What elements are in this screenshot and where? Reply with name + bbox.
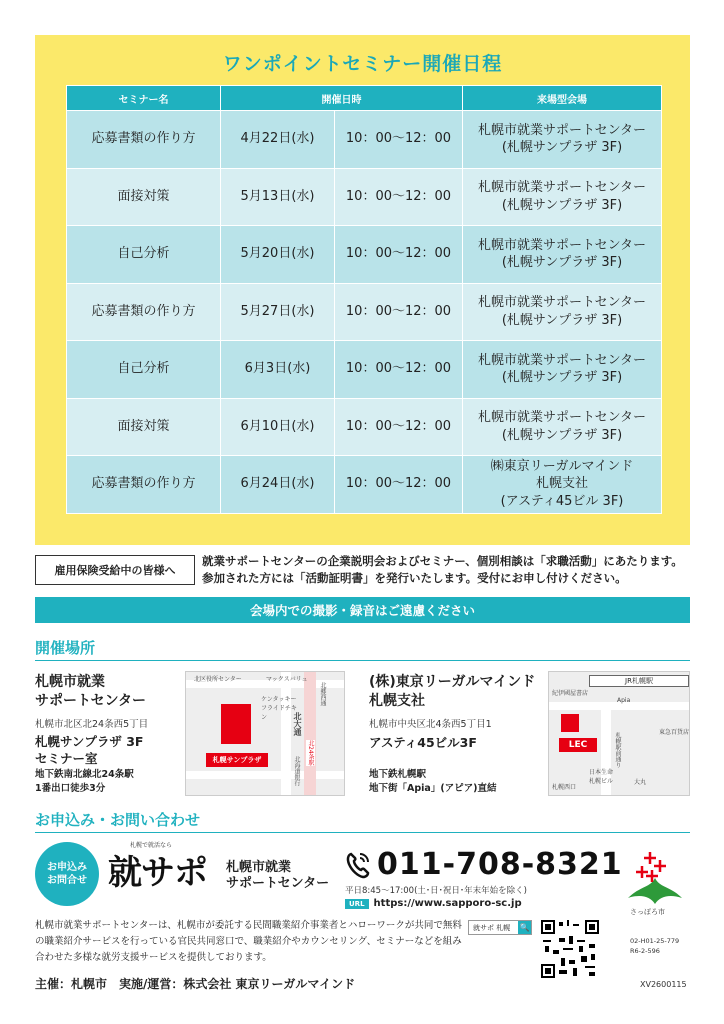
org-name-line1: 札幌市就業: [226, 860, 292, 875]
qr-code: [541, 920, 599, 978]
seminar-venue: 札幌市就業サポートセンター (札幌サンプラザ 3F): [463, 226, 662, 284]
seminar-venue: 札幌市就業サポートセンター (札幌サンプラザ 3F): [463, 283, 662, 341]
map-road: [281, 672, 291, 796]
org-name-line2: サポートセンター: [226, 876, 330, 891]
seminar-name: 応募書類の作り方: [67, 111, 221, 169]
seminar-venue: 札幌市就業サポートセンター (札幌サンプラザ 3F): [463, 398, 662, 456]
map-label: 北郷西通: [319, 682, 326, 706]
url-row: [345, 898, 522, 909]
seminar-venue: 札幌市就業サポートセンター (札幌サンプラザ 3F): [463, 111, 662, 169]
seminar-venue: 札幌市就業サポートセンター (札幌サンプラザ 3F): [463, 341, 662, 399]
sunplaza-label: 札幌サンプラザ: [206, 753, 268, 767]
venue1-name: [35, 673, 146, 711]
apply-contact-badge: [35, 842, 99, 906]
venue1-access: [35, 768, 134, 796]
badge-line1: お申込み: [47, 862, 87, 873]
map-road: [186, 771, 345, 779]
host-info: 主催：札幌市 実施/運営：株式会社 東京リーガルマインド: [35, 977, 356, 991]
seminar-name: 応募書類の作り方: [67, 283, 221, 341]
schedule-panel: [35, 35, 690, 545]
seminar-date: 5月20日(水): [221, 226, 335, 284]
lec-label: LEC: [559, 738, 597, 752]
phone-number[interactable]: 011-708-8321: [377, 847, 623, 882]
venue1-access-line2: 1番出口徒歩3分: [35, 783, 106, 794]
venue2-map: [548, 671, 690, 796]
map-label: 北海道銀行: [293, 756, 300, 786]
description: 札幌市就業サポートセンターは、札幌市が委託する民間職業紹介事業者とハローワークが共同で無料の職業紹介サービスを行っている官民共同窓口で、職業紹介やカウンセリング、セミナーなどを組み合わせた多様な就労支援サービスを提供しております。: [35, 920, 462, 963]
seminar-date: 6月10日(水): [221, 398, 335, 456]
website-link[interactable]: https://www.sapporo-sc.jp: [373, 898, 522, 909]
venue2-access-line2: 地下街「Apia」(アピア)直結: [369, 783, 497, 794]
table-row: [67, 398, 662, 456]
venue2-address: 札幌市中央区北4条西5丁目1: [369, 719, 492, 730]
seminar-venue: 札幌市就業サポートセンター (札幌サンプラザ 3F): [463, 168, 662, 226]
office-hours: 平日8:45〜17:00(土･日･祝日･年末年始を除く): [345, 886, 527, 896]
seminar-name: 面接対策: [67, 168, 221, 226]
venue1-building: [35, 733, 143, 767]
venue1-name-line2: サポートセンター: [35, 693, 147, 709]
seminar-name: 自己分析: [67, 341, 221, 399]
badge-line2: お問合せ: [47, 875, 87, 886]
table-row: [67, 111, 662, 169]
logo-tagline: 札幌で就活なら: [130, 842, 173, 849]
map-label: 紀伊國屋書店: [552, 690, 589, 697]
seminar-name: 応募書類の作り方: [67, 456, 221, 514]
venue2-name-line1: (株)東京リーガルマインド: [369, 674, 536, 690]
map-label: 東急百貨店: [659, 729, 690, 736]
venue2-building-marker: [561, 714, 579, 732]
table-row: [67, 168, 662, 226]
map-label: 北大通: [293, 712, 302, 736]
shusapo-logo: 就サポ: [108, 853, 207, 893]
city-ref-line1: 02-H01-25-779: [630, 937, 680, 945]
city-ref-line2: R6-2-596: [630, 947, 660, 955]
table-row: [67, 341, 662, 399]
seminar-time: 10：00〜12：00: [335, 226, 463, 284]
contact-title: お申込み・お問い合わせ: [35, 811, 201, 829]
map-label: 北区役所センター: [194, 676, 242, 683]
venue2-building: アスティ45ビル3F: [369, 735, 477, 750]
jr-station: JR札幌駅: [589, 675, 689, 687]
notice-text: [202, 553, 692, 587]
seminar-date: 5月27日(水): [221, 283, 335, 341]
table-row: [67, 226, 662, 284]
venue1-building-marker: [221, 704, 251, 744]
table-row: [67, 283, 662, 341]
venue2-name: [369, 673, 535, 711]
venue1-map: [185, 671, 345, 796]
seminar-date: 6月24日(水): [221, 456, 335, 514]
seminar-name: 面接対策: [67, 398, 221, 456]
notice-label-box: 雇用保険受給中の皆様へ: [35, 555, 195, 585]
org-name: [226, 860, 329, 892]
venue1-building-line1: 札幌サンプラザ 3F: [35, 734, 144, 749]
seminar-time: 10：00〜12：00: [335, 283, 463, 341]
schedule-title: ワンポイントセミナー開催日程: [222, 53, 503, 75]
search-text: 就サポ 札幌: [473, 923, 511, 932]
seminar-name: 自己分析: [67, 226, 221, 284]
phone-block: [345, 847, 623, 882]
sapporo-city-logo: [620, 848, 690, 908]
map-label: 大丸: [634, 779, 647, 786]
notice-line-1: 就業サポートセンターの企業説明会およびセミナー、個別相談は「求職活動」にあたります。: [202, 554, 683, 568]
phone-icon: [345, 851, 371, 879]
map-label: 日本生命札幌ビル: [589, 769, 614, 785]
schedule-table: [66, 85, 662, 514]
locations-divider: [35, 660, 690, 661]
seminar-date: 6月3日(水): [221, 341, 335, 399]
header-venue: 来場型会場: [463, 86, 662, 111]
city-ref: [630, 936, 679, 956]
url-label: URL: [345, 899, 369, 909]
seminar-time: 10：00〜12：00: [335, 456, 463, 514]
table-row: [67, 456, 662, 514]
seminar-venue: ㈱東京リーガルマインド 札幌支社 (アスティ45ビル 3F): [463, 456, 662, 514]
venue1-building-line2: セミナー室: [35, 751, 98, 766]
map-label: 札幌西口: [552, 784, 577, 791]
search-icon[interactable]: 🔍: [519, 923, 530, 932]
venue1-name-line1: 札幌市就業: [35, 674, 105, 690]
notice-line-2: 参加された方には「活動証明書」を発行いたします。受付にお申し付けください。: [202, 571, 627, 585]
venue1-access-line1: 地下鉄南北線北24条駅: [35, 769, 134, 780]
map-label: Apia: [617, 697, 631, 704]
seminar-time: 10：00〜12：00: [335, 341, 463, 399]
venue2-name-line2: 札幌支社: [369, 693, 425, 709]
seminar-time: 10：00〜12：00: [335, 398, 463, 456]
venue2-access-line1: 地下鉄札幌駅: [369, 769, 427, 780]
document-code: XV2600115: [640, 980, 687, 989]
map-label: 北24条駅: [307, 740, 314, 766]
map-label: 札幌駅前通り: [614, 732, 621, 768]
header-datetime: 開催日時: [221, 86, 463, 111]
seminar-date: 4月22日(水): [221, 111, 335, 169]
city-name: さっぽろ市: [630, 908, 665, 916]
seminar-time: 10：00〜12：00: [335, 111, 463, 169]
no-recording-banner: 会場内での撮影・録音はご遠慮ください: [35, 597, 690, 623]
venue2-access: [369, 768, 497, 796]
locations-title: 開催場所: [35, 639, 96, 657]
header-seminar: セミナー名: [67, 86, 221, 111]
map-label: マックスバリュ: [266, 676, 308, 683]
seminar-date: 5月13日(水): [221, 168, 335, 226]
contact-divider: [35, 832, 690, 833]
venue1-address: 札幌市北区北24条西5丁目: [35, 719, 149, 730]
map-main-road: [304, 672, 316, 796]
map-label: ケンタッキー フライドチキン: [261, 696, 297, 721]
seminar-time: 10：00〜12：00: [335, 168, 463, 226]
search-box[interactable]: [468, 920, 532, 935]
